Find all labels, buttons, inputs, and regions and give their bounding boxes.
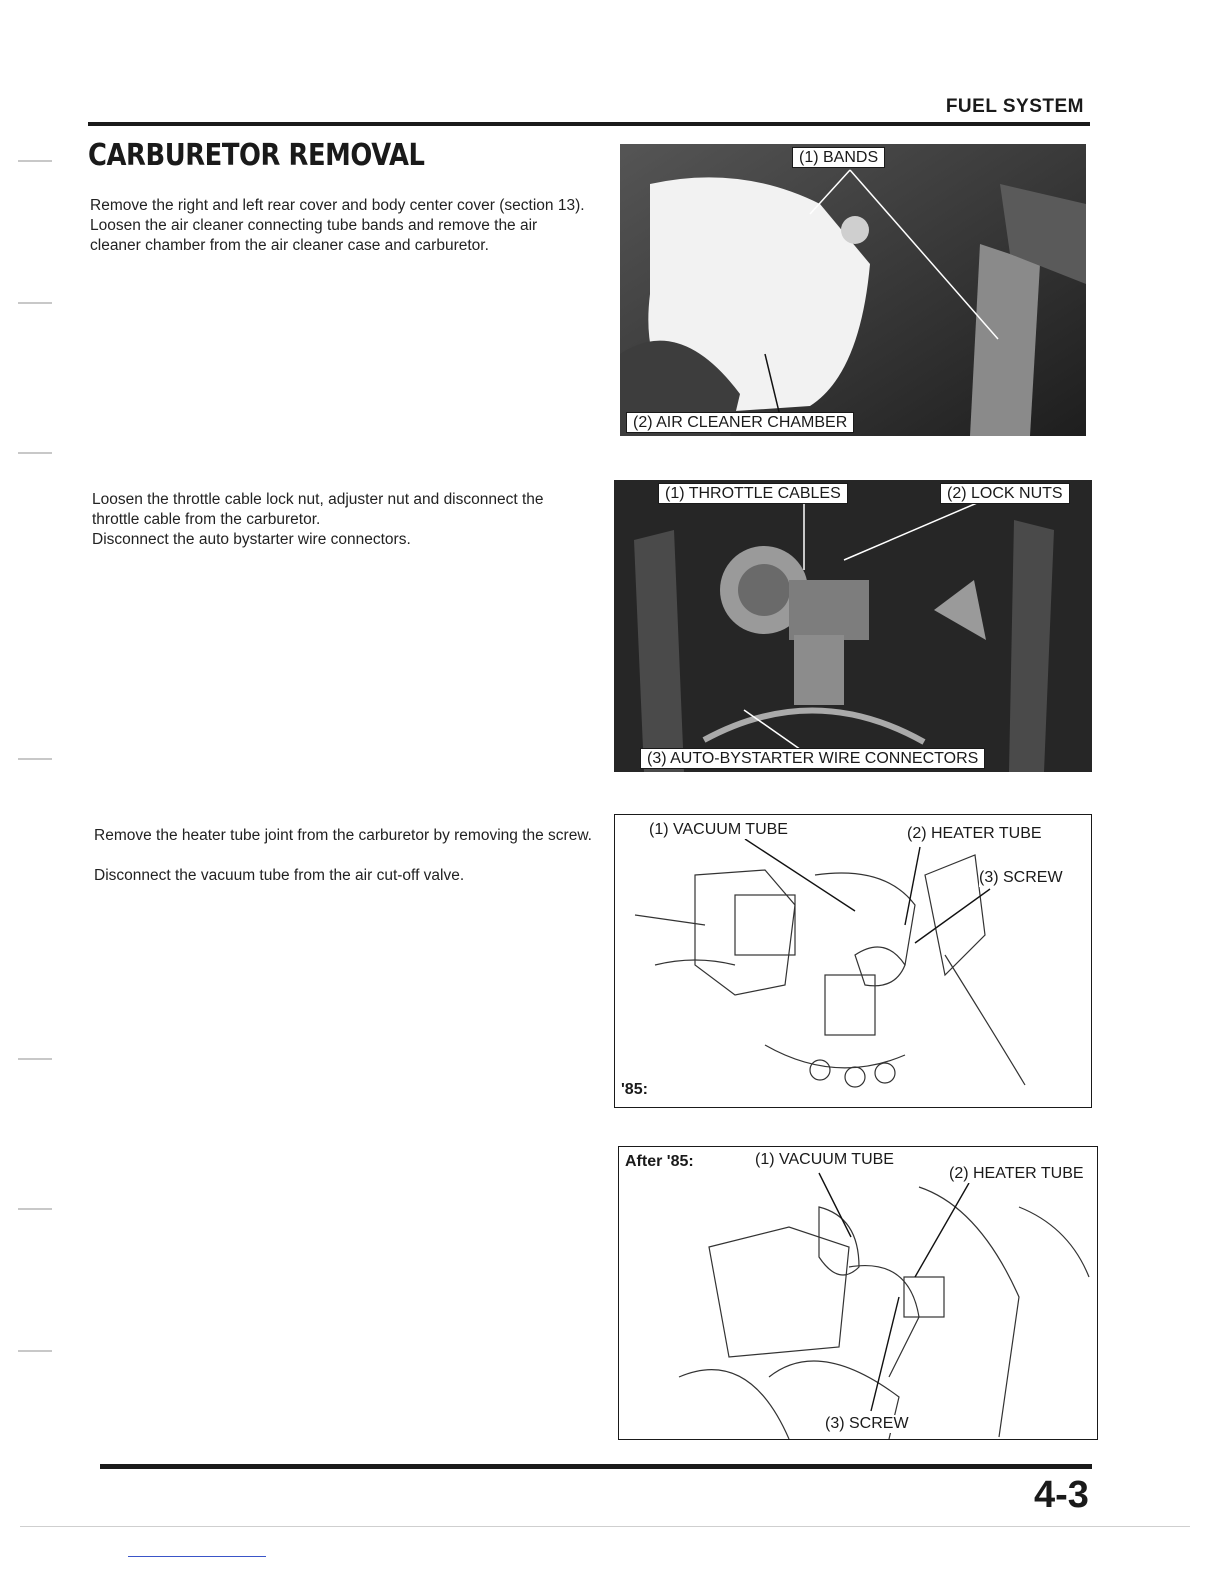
header-rule xyxy=(88,122,1090,126)
figure-2-label-throttle-cables: (1) THROTTLE CABLES xyxy=(658,483,848,504)
step-2-text xyxy=(92,490,594,550)
figure-2-label-lock-nuts: (2) LOCK NUTS xyxy=(940,483,1070,504)
step-2-paragraph-2: Disconnect the auto bystarter wire connectors. xyxy=(92,531,411,548)
figure-4-illustration xyxy=(619,1147,1097,1439)
step-3-paragraph-1: Remove the heater tube joint from the carburetor by removing the screw. xyxy=(94,827,592,844)
figure-4-drawing xyxy=(618,1146,1098,1440)
figure-1-photo xyxy=(620,144,1086,436)
step-3-text xyxy=(94,826,596,886)
margin-mark xyxy=(18,302,52,304)
step-1-paragraph-1: Remove the right and left rear cover and body center cover (section 13). xyxy=(90,197,585,214)
scan-artifact-line xyxy=(20,1526,1190,1527)
figure-1-label-bands: (1) BANDS xyxy=(792,147,885,168)
figure-3-variant-label: '85: xyxy=(621,1081,648,1098)
step-2-paragraph-1: Loosen the throttle cable lock nut, adjuster nut and disconnect the throttle cable from the carburetor. xyxy=(92,491,544,528)
figure-3-drawing xyxy=(614,814,1092,1108)
figure-3-label-screw: (3) SCREW xyxy=(979,869,1063,886)
margin-mark xyxy=(18,1208,52,1210)
footer-rule xyxy=(100,1464,1092,1469)
section-label: FUEL SYSTEM xyxy=(945,96,1084,117)
figure-4-label-vacuum-tube: (1) VACUUM TUBE xyxy=(755,1151,894,1168)
step-1-paragraph-2: Loosen the air cleaner connecting tube bands and remove the air cleaner chamber from the air cleaner case and carburetor. xyxy=(90,217,538,254)
figure-4-label-heater-tube: (2) HEATER TUBE xyxy=(949,1165,1084,1182)
figure-2-illustration xyxy=(614,480,1092,772)
figure-3-illustration xyxy=(615,815,1091,1107)
footer-underline xyxy=(128,1556,266,1557)
step-1-text xyxy=(90,196,590,256)
page-title: CARBURETOR REMOVAL xyxy=(88,138,425,173)
margin-mark xyxy=(18,1350,52,1352)
margin-mark xyxy=(18,1058,52,1060)
figure-1-illustration xyxy=(620,144,1086,436)
margin-mark xyxy=(18,160,52,162)
step-3-paragraph-2: Disconnect the vacuum tube from the air cut-off valve. xyxy=(94,867,465,884)
figure-1-label-air-cleaner-chamber: (2) AIR CLEANER CHAMBER xyxy=(626,412,854,433)
figure-2-photo xyxy=(614,480,1092,772)
figure-3-label-heater-tube: (2) HEATER TUBE xyxy=(907,825,1042,842)
figure-3-label-vacuum-tube: (1) VACUUM TUBE xyxy=(649,821,788,838)
page-number: 4-3 xyxy=(1034,1474,1089,1516)
margin-mark xyxy=(18,758,52,760)
figure-2-label-bystarter-connectors: (3) AUTO-BYSTARTER WIRE CONNECTORS xyxy=(640,748,985,769)
figure-4-variant-label: After '85: xyxy=(625,1153,694,1170)
figure-4-label-screw: (3) SCREW xyxy=(825,1415,909,1432)
margin-mark xyxy=(18,452,52,454)
